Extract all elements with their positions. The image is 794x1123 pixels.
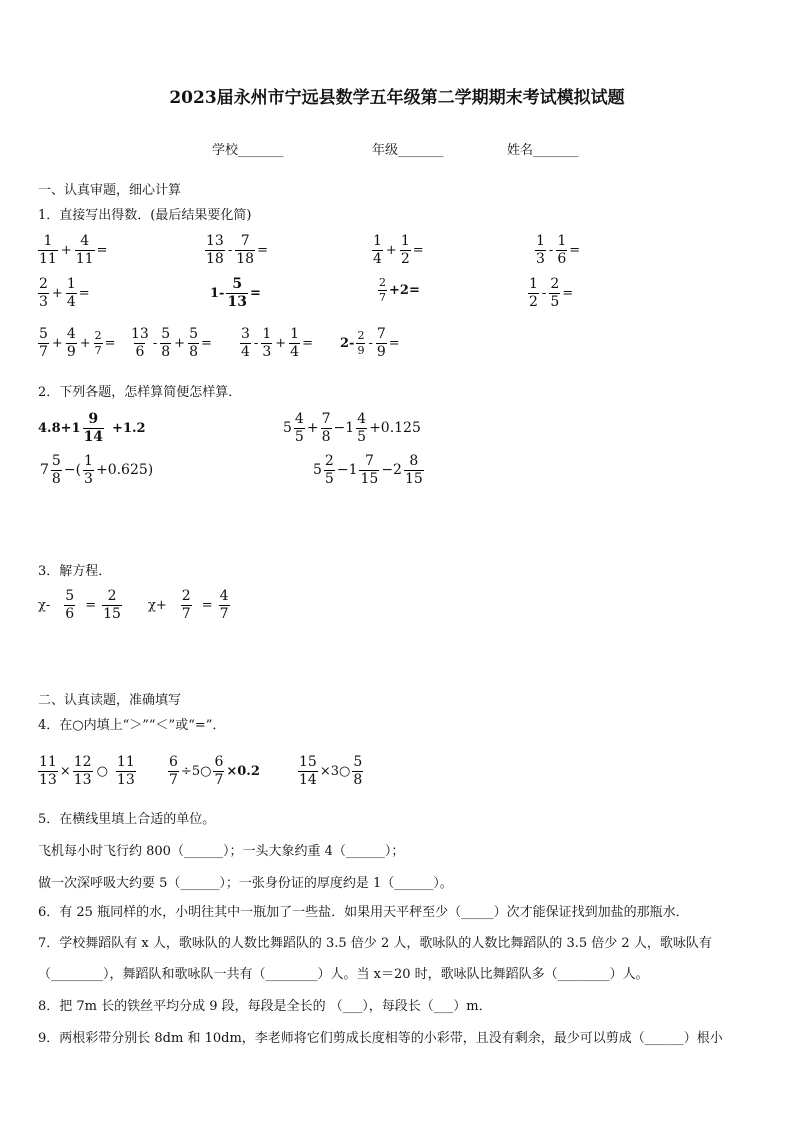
numerator: 1 <box>262 326 272 342</box>
q1-r2-item-4 <box>528 277 573 309</box>
variable: χ- <box>38 597 51 613</box>
q3-equation-2 <box>148 589 230 621</box>
q7-line-2: （________），舞蹈队和歌咏队一共有（________）人。当 x＝20 时，歌咏队比舞蹈队多（________）人。 <box>38 967 649 982</box>
operator: - <box>227 242 233 258</box>
denominator: 9 <box>376 343 386 360</box>
operator: −1 <box>336 462 358 479</box>
operator: + <box>306 420 319 437</box>
numerator: 5 <box>51 453 61 469</box>
equals-sign: = <box>85 597 97 613</box>
numerator: 15 <box>299 754 317 770</box>
numerator: 6 <box>169 754 178 770</box>
denominator: 4 <box>241 343 250 360</box>
denominator: 15 <box>360 470 379 487</box>
q1-r3-item-4 <box>340 327 400 359</box>
denominator: 5 <box>550 293 560 310</box>
denominator: 13 <box>39 771 57 788</box>
denominator: 3 <box>84 470 93 487</box>
q4-compare-3 <box>298 755 363 787</box>
q4-compare-2 <box>168 755 260 787</box>
numerator: 1 <box>536 233 545 249</box>
equals-sign: = <box>257 242 268 258</box>
denominator: 9 <box>66 343 76 360</box>
denominator: 7 <box>169 771 178 788</box>
numerator: 1 <box>66 276 76 292</box>
numerator: 11 <box>39 754 57 770</box>
denominator: 13 <box>73 771 92 788</box>
q1-r1-item-4 <box>535 234 580 266</box>
operator: + <box>51 285 63 301</box>
equals-sign: = <box>200 335 212 351</box>
q5-line-2: 做一次深呼吸大约要 5（______）；一张身份证的厚度约是 1（______）。 <box>38 876 453 891</box>
operator: + <box>51 335 63 351</box>
numerator: 13 <box>206 233 224 249</box>
denominator: 8 <box>189 343 198 360</box>
remainder-expr: +2= <box>389 282 420 298</box>
numerator: 4 <box>294 411 304 427</box>
numerator: 5 <box>39 326 48 342</box>
operator: + <box>275 335 287 351</box>
operator: −1 <box>333 420 355 437</box>
denominator: 7 <box>219 605 229 622</box>
denominator: 3 <box>39 293 48 310</box>
q1-r1-item-1 <box>38 234 107 266</box>
q9-text: 9．两根彩带分别长 8dm 和 10dm，李老师将它们剪成长度相等的小彩带，且没有剩余，最少可以剪成（______）根小 <box>38 1031 723 1046</box>
whole-part: 2- <box>340 335 355 351</box>
tail-expr: +0.125 <box>369 420 421 437</box>
denominator: 5 <box>357 428 367 445</box>
denominator: 6 <box>135 343 145 360</box>
denominator: 14 <box>83 428 104 445</box>
whole-part: 5 <box>283 420 292 437</box>
denominator: 18 <box>236 250 255 267</box>
numerator: 2 <box>94 329 102 343</box>
denominator: 9 <box>357 343 365 357</box>
section-1-heading: 一、认真审题，细心计算 <box>38 183 182 198</box>
operator: −2 <box>381 462 402 479</box>
whole-part: 7 <box>40 462 49 479</box>
q7-line-1: 7．学校舞蹈队有 x 人，歌咏队的人数比舞蹈队的 3.5 倍少 2 人，歌咏队的人数比舞蹈队的 3.5 倍少 2 人，歌咏队有 <box>38 936 712 951</box>
equals-sign: = <box>412 242 424 258</box>
variable: χ+ <box>148 597 167 613</box>
denominator: 8 <box>161 343 171 360</box>
operator: - <box>541 285 547 301</box>
denominator: 2 <box>400 250 410 267</box>
school-field: 学校_______ <box>212 143 284 158</box>
q3-equation-1 <box>38 589 122 621</box>
q1-r2-item-1 <box>38 277 90 309</box>
numerator: 2 <box>357 329 365 343</box>
q4-label: 4．在○内填上“＞”“＜”或“=”． <box>38 718 226 733</box>
numerator: 13 <box>131 326 149 342</box>
numerator: 1 <box>290 326 300 342</box>
numerator: 2 <box>550 276 560 292</box>
operator: + <box>60 242 72 258</box>
operator: - <box>368 335 373 351</box>
numerator: 11 <box>116 754 135 770</box>
equals-sign: = <box>104 335 116 351</box>
equals-sign: = <box>96 242 108 258</box>
denominator: 8 <box>353 771 363 788</box>
numerator: 1 <box>84 453 93 469</box>
numerator: 2 <box>379 276 386 289</box>
denominator: 18 <box>206 250 224 267</box>
denominator: 7 <box>39 343 48 360</box>
denominator: 7 <box>214 771 224 788</box>
denominator: 2 <box>529 293 538 310</box>
q2-expr-3 <box>40 454 153 486</box>
q6-text: 6．有 25 瓶同样的水，小明往其中一瓶加了一些盐．如果用天平秤至少（_____）次才能保证找到加盐的那瓶水． <box>38 905 689 920</box>
q3-label: 3．解方程． <box>38 564 112 579</box>
numerator: 4 <box>66 326 76 342</box>
denominator: 4 <box>290 343 300 360</box>
denominator: 13 <box>227 293 247 310</box>
numerator: 7 <box>376 326 386 342</box>
denominator: 4 <box>66 293 76 310</box>
operator: −( <box>63 462 82 479</box>
whole-part: 5 <box>313 462 322 479</box>
numerator: 3 <box>241 326 250 342</box>
q4-compare-1 <box>38 755 136 787</box>
denominator: 3 <box>536 250 545 267</box>
tail-expr: +1.2 <box>112 420 146 436</box>
operator: + <box>385 242 397 258</box>
numerator: 1 <box>557 233 567 249</box>
denominator: 3 <box>262 343 272 360</box>
denominator: 7 <box>181 605 191 622</box>
operator: ÷5○ <box>180 763 212 779</box>
numerator: 7 <box>321 411 331 427</box>
numerator: 8 <box>409 453 419 469</box>
numerator: 1 <box>400 233 410 249</box>
denominator: 6 <box>557 250 567 267</box>
numerator: 5 <box>65 588 75 604</box>
numerator: 5 <box>353 754 363 770</box>
numerator: 1 <box>373 233 382 249</box>
numerator: 2 <box>181 588 191 604</box>
operator: + <box>79 335 91 351</box>
numerator: 5 <box>232 276 243 292</box>
numerator: 6 <box>214 754 224 770</box>
denominator: 5 <box>324 470 334 487</box>
q1-r3-item-2 <box>130 327 212 359</box>
denominator: 4 <box>373 250 382 267</box>
equals-sign: = <box>302 335 313 351</box>
q1-r1-item-3 <box>372 234 424 266</box>
numerator: 4 <box>80 233 90 249</box>
q1-r2-item-3 <box>378 277 420 303</box>
denominator: 7 <box>94 343 102 357</box>
whole-part: 4.8+1 <box>38 420 81 436</box>
denominator: 6 <box>65 605 75 622</box>
numerator: 2 <box>39 276 48 292</box>
numerator: 4 <box>219 588 229 604</box>
denominator: 11 <box>39 250 57 267</box>
denominator: 15 <box>404 470 423 487</box>
denominator: 7 <box>379 290 386 304</box>
operator: ×3○ <box>319 763 351 779</box>
denominator: 13 <box>116 771 135 788</box>
numerator: 7 <box>364 453 374 469</box>
q2-expr-4 <box>313 454 424 486</box>
equals-sign: = <box>562 285 574 301</box>
denominator: 15 <box>103 605 121 622</box>
name-field: 姓名_______ <box>507 143 579 158</box>
equals-sign: = <box>78 285 90 301</box>
operator: × <box>59 763 71 779</box>
tail-expr: +0.625) <box>95 462 154 479</box>
equals-sign: = <box>249 285 261 301</box>
q2-expr-1 <box>38 412 146 444</box>
q5-line-1: 飞机每小时飞行约 800（______）；一头大象约重 4（______）； <box>38 844 405 859</box>
numerator: 1 <box>43 233 53 249</box>
numerator: 12 <box>73 754 92 770</box>
denominator: 8 <box>51 470 61 487</box>
numerator: 2 <box>324 453 334 469</box>
equals-sign: = <box>569 242 581 258</box>
q1-label: 1．直接写出得数．(最后结果要化简) <box>38 208 252 223</box>
numerator: 1 <box>529 276 538 292</box>
denominator: 11 <box>75 250 94 267</box>
q1-r3-item-1 <box>38 327 116 359</box>
compare-circle: ○ <box>96 763 108 779</box>
page-title: 2023届永州市宁远县数学五年级第二学期期末考试模拟试题 <box>169 88 625 108</box>
denominator: 8 <box>321 428 331 445</box>
q1-r2-item-2 <box>210 277 261 309</box>
numerator: 9 <box>88 411 99 427</box>
q8-text: 8．把 7m 长的铁丝平均分成 9 段，每段是全长的 （___），每段长（___）m． <box>38 999 492 1014</box>
denominator: 5 <box>294 428 304 445</box>
q1-r3-item-3 <box>240 327 313 359</box>
operator: - <box>548 242 554 258</box>
numerator: 2 <box>107 588 117 604</box>
numerator: 5 <box>189 326 198 342</box>
equals-sign: = <box>201 597 213 613</box>
q1-r1-item-2 <box>205 234 268 266</box>
operator: + <box>174 335 186 351</box>
q2-expr-2 <box>283 412 421 444</box>
grade-field: 年级_______ <box>372 143 444 158</box>
whole-part: 1- <box>210 285 225 301</box>
numerator: 5 <box>161 326 171 342</box>
section-2-heading: 二、认真读题，准确填写 <box>38 693 182 708</box>
q5-label: 5．在横线里填上合适的单位。 <box>38 812 216 827</box>
denominator: 14 <box>299 771 317 788</box>
operator: - <box>253 335 259 351</box>
tail-expr: ×0.2 <box>226 763 260 779</box>
numerator: 7 <box>240 233 250 249</box>
equals-sign: = <box>388 335 400 351</box>
q2-label: 2．下列各题，怎样算简便怎样算． <box>38 385 242 400</box>
operator: - <box>152 335 158 351</box>
numerator: 4 <box>357 411 367 427</box>
